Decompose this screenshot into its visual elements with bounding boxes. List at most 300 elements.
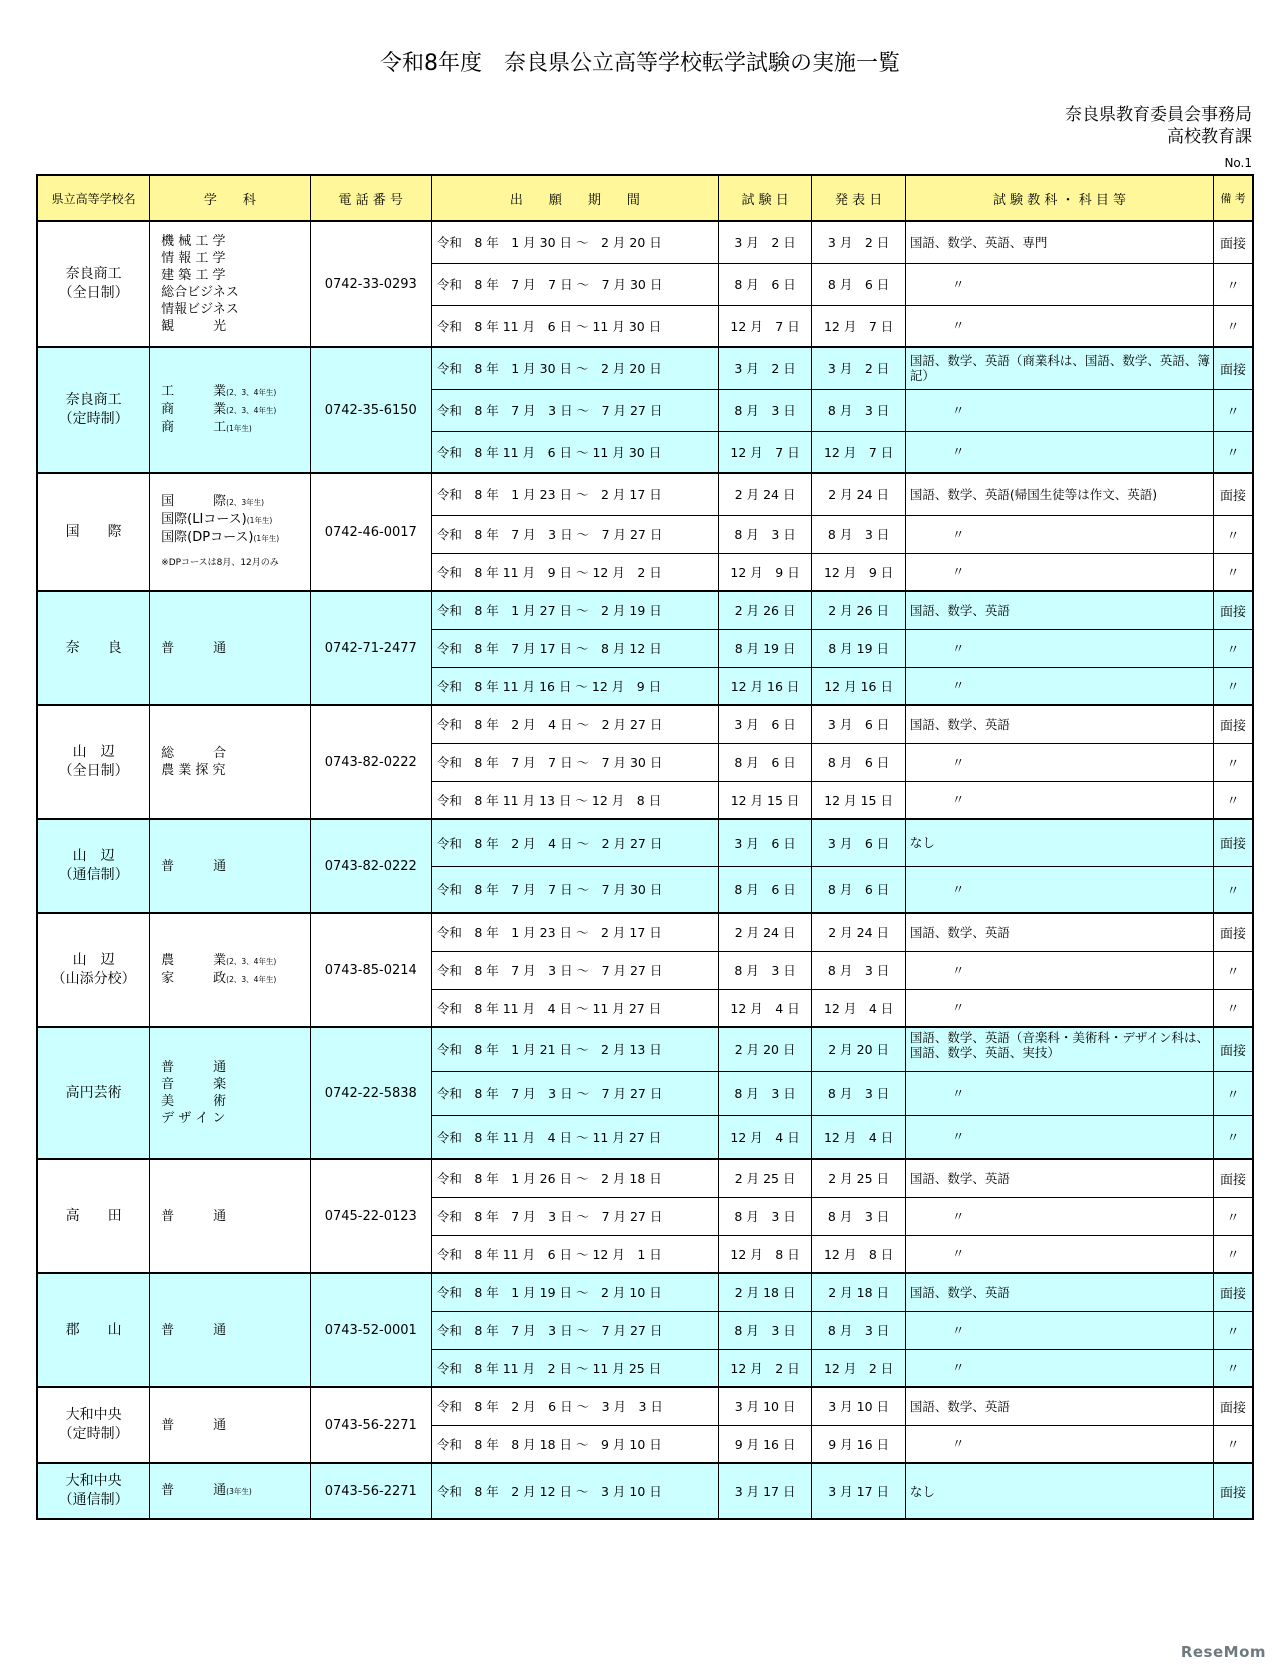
exam-subjects: 〃 <box>905 1235 1213 1273</box>
exam-date: 9 月 16 日 <box>718 1425 812 1463</box>
department-line <box>161 233 310 250</box>
note: 〃 <box>1214 989 1253 1027</box>
department-name: 総合ビジネス <box>161 285 239 300</box>
application-period: 令和 8 年 1 月 23 日 ～ 2 月 17 日 <box>431 913 718 951</box>
department-line <box>161 640 310 657</box>
announce-date: 8 月 3 日 <box>812 951 906 989</box>
note: 〃 <box>1214 951 1253 989</box>
application-period: 令和 8 年 11 月 9 日 ～ 12 月 2 日 <box>431 553 718 591</box>
note: 〃 <box>1214 263 1253 305</box>
note: 面接 <box>1214 347 1253 389</box>
department-line <box>161 250 310 267</box>
announce-date: 2 月 24 日 <box>812 473 906 515</box>
department <box>150 221 311 347</box>
school-name-line: （通信制） <box>58 1492 129 1508</box>
department-line <box>161 529 310 547</box>
school-name <box>37 819 150 913</box>
application-period: 令和 8 年 1 月 23 日 ～ 2 月 17 日 <box>431 473 718 515</box>
header-note: 備 考 <box>1214 175 1253 221</box>
table-row <box>37 705 1253 743</box>
note: 面接 <box>1214 1463 1253 1519</box>
exam-date: 3 月 6 日 <box>718 705 812 743</box>
page-number: No.1 <box>1224 156 1252 170</box>
announce-date: 8 月 3 日 <box>812 1311 906 1349</box>
department-name: 国際(DPコース) <box>161 529 254 545</box>
application-period: 令和 8 年 2 月 6 日 ～ 3 月 3 日 <box>431 1387 718 1425</box>
department-grade: (2、3、4年生) <box>226 957 277 966</box>
exam-date: 2 月 26 日 <box>718 591 812 629</box>
school-name <box>37 913 150 1027</box>
note: 〃 <box>1214 1235 1253 1273</box>
note: 〃 <box>1214 1311 1253 1349</box>
exam-date: 2 月 24 日 <box>718 913 812 951</box>
announce-date: 3 月 2 日 <box>812 347 906 389</box>
note: 面接 <box>1214 591 1253 629</box>
application-period: 令和 8 年 1 月 27 日 ～ 2 月 19 日 <box>431 591 718 629</box>
school-name-line: 奈 良 <box>65 639 122 656</box>
announce-date: 12 月 9 日 <box>812 553 906 591</box>
application-period: 令和 8 年 1 月 26 日 ～ 2 月 18 日 <box>431 1159 718 1197</box>
note: 〃 <box>1214 629 1253 667</box>
note: 〃 <box>1214 305 1253 347</box>
school-name-line: 大和中央 <box>65 1407 122 1423</box>
department-name: デ ザ イ ン <box>161 1111 226 1126</box>
exam-date: 3 月 17 日 <box>718 1463 812 1519</box>
exam-subjects: 〃 <box>905 1071 1213 1115</box>
school-name <box>37 1159 150 1273</box>
exam-date: 3 月 2 日 <box>718 347 812 389</box>
department-line <box>161 1076 310 1093</box>
announce-date: 9 月 16 日 <box>812 1425 906 1463</box>
department-name: 農 業 <box>161 953 227 968</box>
department-line <box>161 1417 310 1434</box>
department-line <box>161 401 310 419</box>
exam-subjects: 国語、数学、英語（音楽科・美術科・デザイン科は、国語、数学、英語、実技） <box>905 1027 1213 1071</box>
application-period: 令和 8 年 7 月 3 日 ～ 7 月 27 日 <box>431 515 718 553</box>
exam-date: 3 月 6 日 <box>718 819 812 866</box>
school-name-line: 国 際 <box>65 523 122 540</box>
department-line <box>161 745 310 762</box>
application-period: 令和 8 年 1 月 19 日 ～ 2 月 10 日 <box>431 1273 718 1311</box>
note: 〃 <box>1214 1197 1253 1235</box>
department-line <box>161 952 310 970</box>
announce-date: 3 月 6 日 <box>812 705 906 743</box>
exam-date: 2 月 20 日 <box>718 1027 812 1071</box>
note: 〃 <box>1214 553 1253 591</box>
department <box>150 913 311 1027</box>
department-name: 建 築 工 学 <box>161 268 226 283</box>
exam-subjects: 国語、数学、英語 <box>905 591 1213 629</box>
announce-date: 2 月 18 日 <box>812 1273 906 1311</box>
exam-subjects: 国語、数学、英語 <box>905 1387 1213 1425</box>
department-name: 情 報 工 学 <box>161 251 226 266</box>
table-row <box>37 913 1253 951</box>
application-period: 令和 8 年 1 月 30 日 ～ 2 月 20 日 <box>431 221 718 263</box>
application-period: 令和 8 年 2 月 12 日 ～ 3 月 10 日 <box>431 1463 718 1519</box>
school-name-line: （全日制） <box>58 763 129 779</box>
application-period: 令和 8 年 7 月 3 日 ～ 7 月 27 日 <box>431 1071 718 1115</box>
exam-subjects: 国語、数学、英語 <box>905 705 1213 743</box>
department-name: 普 通 <box>161 1060 227 1075</box>
exam-date: 2 月 18 日 <box>718 1273 812 1311</box>
department-name: 普 通 <box>161 1208 227 1224</box>
department-line <box>161 1110 310 1127</box>
note: 〃 <box>1214 1349 1253 1387</box>
department <box>150 1159 311 1273</box>
department-line <box>161 1482 310 1500</box>
department-name: 美 術 <box>161 1094 227 1109</box>
phone-number: 0742-46-0017 <box>310 473 431 591</box>
department-grade: (2、3、4年生) <box>226 975 277 984</box>
department-name: 国際(LIコース) <box>161 511 247 527</box>
department-line <box>161 383 310 401</box>
note: 面接 <box>1214 1387 1253 1425</box>
department-name: 普 通 <box>161 858 227 874</box>
exam-subjects: 〃 <box>905 1425 1213 1463</box>
department-name: 普 通 <box>161 1483 227 1498</box>
note: 〃 <box>1214 743 1253 781</box>
school-name-line: 山 辺 <box>72 952 115 968</box>
phone-number: 0743-52-0001 <box>310 1273 431 1387</box>
department-note: ※DPコースは8月、12月のみ <box>161 557 279 568</box>
department-name: 普 通 <box>161 640 227 656</box>
announce-date: 12 月 16 日 <box>812 667 906 705</box>
note: 〃 <box>1214 515 1253 553</box>
note: 〃 <box>1214 667 1253 705</box>
exam-subjects: 〃 <box>905 263 1213 305</box>
department-name: 情報ビジネス <box>161 302 239 317</box>
application-period: 令和 8 年 7 月 3 日 ～ 7 月 27 日 <box>431 1311 718 1349</box>
note: 〃 <box>1214 866 1253 913</box>
table-row <box>37 347 1253 389</box>
application-period: 令和 8 年 7 月 3 日 ～ 7 月 27 日 <box>431 389 718 431</box>
department-line <box>161 318 310 335</box>
department-line <box>161 1059 310 1076</box>
table-row <box>37 591 1253 629</box>
exam-date: 3 月 2 日 <box>718 221 812 263</box>
phone-number: 0742-71-2477 <box>310 591 431 705</box>
department <box>150 1273 311 1387</box>
note: 〃 <box>1214 431 1253 473</box>
exam-subjects: 〃 <box>905 1349 1213 1387</box>
announce-date: 8 月 3 日 <box>812 515 906 553</box>
header-dept: 学 科 <box>150 175 311 221</box>
school-name <box>37 1463 150 1519</box>
school-name-line: 山 辺 <box>72 744 115 760</box>
department-grade: (1年生) <box>246 515 273 525</box>
exam-date: 12 月 7 日 <box>718 431 812 473</box>
page-title: 令和8年度 奈良県公立高等学校転学試験の実施一覧 <box>380 51 900 76</box>
table-row <box>37 819 1253 866</box>
exam-subjects: 国語、数学、英語、専門 <box>905 221 1213 263</box>
announce-date: 12 月 8 日 <box>812 1235 906 1273</box>
department-grade: (1年生) <box>253 533 280 543</box>
department-name: 商 業 <box>161 402 227 417</box>
department-line <box>161 1322 310 1339</box>
department-line <box>161 493 310 511</box>
announce-date: 12 月 15 日 <box>812 781 906 819</box>
note: 面接 <box>1214 221 1253 263</box>
application-period: 令和 8 年 1 月 30 日 ～ 2 月 20 日 <box>431 347 718 389</box>
announce-date: 12 月 4 日 <box>812 989 906 1027</box>
exam-subjects: 国語、数学、英語（商業科は、国語、数学、英語、簿記） <box>905 347 1213 389</box>
note: 〃 <box>1214 389 1253 431</box>
phone-number: 0743-82-0222 <box>310 705 431 819</box>
exam-date: 12 月 4 日 <box>718 1115 812 1159</box>
exam-subjects: 〃 <box>905 951 1213 989</box>
department-name: 観 光 <box>161 319 227 334</box>
table-row <box>37 1273 1253 1311</box>
department <box>150 819 311 913</box>
application-period: 令和 8 年 11 月 16 日 ～ 12 月 9 日 <box>431 667 718 705</box>
department-line <box>161 970 310 988</box>
department <box>150 473 311 591</box>
department-name: 普 通 <box>161 1417 227 1433</box>
note: 面接 <box>1214 1273 1253 1311</box>
table-row <box>37 1027 1253 1071</box>
exam-subjects: 〃 <box>905 866 1213 913</box>
department-line <box>161 419 310 437</box>
header-row <box>37 175 1253 221</box>
exam-date: 8 月 6 日 <box>718 743 812 781</box>
school-name-line: （定時制） <box>58 1426 129 1442</box>
exam-subjects: 国語、数学、英語 <box>905 1159 1213 1197</box>
announce-date: 2 月 26 日 <box>812 591 906 629</box>
department-name: 音 楽 <box>161 1077 227 1092</box>
note: 〃 <box>1214 1071 1253 1115</box>
exam-date: 3 月 10 日 <box>718 1387 812 1425</box>
note: 面接 <box>1214 1027 1253 1071</box>
application-period: 令和 8 年 2 月 4 日 ～ 2 月 27 日 <box>431 705 718 743</box>
exam-subjects: 〃 <box>905 305 1213 347</box>
announce-date: 12 月 7 日 <box>812 305 906 347</box>
table-body <box>37 221 1253 1519</box>
exam-subjects: 〃 <box>905 781 1213 819</box>
header-announce-date: 発 表 日 <box>812 175 906 221</box>
announce-date: 3 月 2 日 <box>812 221 906 263</box>
department <box>150 1463 311 1519</box>
school-name-line: （通信制） <box>58 867 129 883</box>
department-name: 商 工 <box>161 420 227 435</box>
application-period: 令和 8 年 7 月 7 日 ～ 7 月 30 日 <box>431 743 718 781</box>
announce-date: 2 月 24 日 <box>812 913 906 951</box>
application-period: 令和 8 年 11 月 4 日 ～ 11 月 27 日 <box>431 1115 718 1159</box>
school-name <box>37 1387 150 1463</box>
note: 面接 <box>1214 705 1253 743</box>
header-tel: 電 話 番 号 <box>310 175 431 221</box>
department-name: 総 合 <box>161 746 227 761</box>
department <box>150 591 311 705</box>
issuer-line-2: 高校教育課 <box>1167 127 1252 147</box>
announce-date: 3 月 17 日 <box>812 1463 906 1519</box>
announce-date: 2 月 25 日 <box>812 1159 906 1197</box>
announce-date: 3 月 6 日 <box>812 819 906 866</box>
application-period: 令和 8 年 2 月 4 日 ～ 2 月 27 日 <box>431 819 718 866</box>
application-period: 令和 8 年 7 月 17 日 ～ 8 月 12 日 <box>431 629 718 667</box>
exam-date: 8 月 3 日 <box>718 1197 812 1235</box>
exam-subjects: なし <box>905 1463 1213 1519</box>
school-name-line: 奈良商工 <box>65 266 122 282</box>
exam-date: 8 月 3 日 <box>718 389 812 431</box>
table-row <box>37 1159 1253 1197</box>
exam-subjects: 〃 <box>905 629 1213 667</box>
note: 面接 <box>1214 473 1253 515</box>
school-name-line: 郡 山 <box>65 1321 122 1338</box>
department-line <box>161 284 310 301</box>
announce-date: 12 月 7 日 <box>812 431 906 473</box>
announce-date: 12 月 4 日 <box>812 1115 906 1159</box>
department-line <box>161 301 310 318</box>
school-name <box>37 221 150 347</box>
issuer-line-1: 奈良県教育委員会事務局 <box>1065 105 1252 125</box>
phone-number: 0743-56-2271 <box>310 1463 431 1519</box>
header-subjects: 試 験 教 科 ・ 科 目 等 <box>905 175 1213 221</box>
school-name-line: 大和中央 <box>65 1473 122 1489</box>
table-row <box>37 221 1253 263</box>
application-period: 令和 8 年 1 月 21 日 ～ 2 月 13 日 <box>431 1027 718 1071</box>
exam-subjects: 国語、数学、英語 <box>905 913 1213 951</box>
exam-date: 8 月 3 日 <box>718 1071 812 1115</box>
exam-date: 12 月 16 日 <box>718 667 812 705</box>
application-period: 令和 8 年 11 月 6 日 ～ 12 月 1 日 <box>431 1235 718 1273</box>
exam-subjects: 〃 <box>905 1197 1213 1235</box>
issuer <box>1065 104 1252 148</box>
exam-date: 12 月 2 日 <box>718 1349 812 1387</box>
department-grade: (2、3、4年生) <box>226 388 277 397</box>
department <box>150 1387 311 1463</box>
school-name <box>37 591 150 705</box>
department-name: 工 業 <box>161 384 227 399</box>
announce-date: 3 月 10 日 <box>812 1387 906 1425</box>
exam-date: 8 月 19 日 <box>718 629 812 667</box>
school-name-line: （山添分校） <box>51 971 136 987</box>
phone-number: 0743-82-0222 <box>310 819 431 913</box>
department-name: 機 械 工 学 <box>161 234 226 249</box>
announce-date: 8 月 19 日 <box>812 629 906 667</box>
department-line <box>161 762 310 779</box>
exam-date: 12 月 4 日 <box>718 989 812 1027</box>
application-period: 令和 8 年 11 月 2 日 ～ 11 月 25 日 <box>431 1349 718 1387</box>
exam-date: 8 月 3 日 <box>718 1311 812 1349</box>
announce-date: 8 月 3 日 <box>812 1197 906 1235</box>
department-line <box>161 267 310 284</box>
announce-date: 12 月 2 日 <box>812 1349 906 1387</box>
school-name <box>37 347 150 473</box>
exam-date: 12 月 9 日 <box>718 553 812 591</box>
announce-date: 8 月 6 日 <box>812 866 906 913</box>
department-line <box>161 511 310 529</box>
announce-date: 8 月 3 日 <box>812 389 906 431</box>
exam-subjects: 〃 <box>905 1311 1213 1349</box>
exam-date: 12 月 8 日 <box>718 1235 812 1273</box>
table-row <box>37 473 1253 515</box>
application-period: 令和 8 年 11 月 6 日 ～ 11 月 30 日 <box>431 431 718 473</box>
note: 面接 <box>1214 913 1253 951</box>
school-name <box>37 1273 150 1387</box>
exam-subjects: 〃 <box>905 515 1213 553</box>
school-name-line: 奈良商工 <box>65 392 122 408</box>
department-name: 家 政 <box>161 971 227 986</box>
department-line <box>161 858 310 875</box>
department-line <box>161 1208 310 1225</box>
note: 〃 <box>1214 781 1253 819</box>
exam-date: 8 月 3 日 <box>718 951 812 989</box>
note: 面接 <box>1214 819 1253 866</box>
application-period: 令和 8 年 7 月 3 日 ～ 7 月 27 日 <box>431 1197 718 1235</box>
school-name-line: 山 辺 <box>72 848 115 864</box>
application-period: 令和 8 年 7 月 7 日 ～ 7 月 30 日 <box>431 263 718 305</box>
exam-date: 8 月 6 日 <box>718 263 812 305</box>
school-name-line: 高円芸術 <box>65 1084 122 1101</box>
application-period: 令和 8 年 11 月 6 日 ～ 11 月 30 日 <box>431 305 718 347</box>
application-period: 令和 8 年 11 月 13 日 ～ 12 月 8 日 <box>431 781 718 819</box>
department-name: 普 通 <box>161 1322 227 1338</box>
department-grade: (1年生) <box>226 424 252 433</box>
school-name <box>37 1027 150 1159</box>
department <box>150 1027 311 1159</box>
application-period: 令和 8 年 7 月 7 日 ～ 7 月 30 日 <box>431 866 718 913</box>
table-row <box>37 1463 1253 1519</box>
phone-number: 0742-22-5838 <box>310 1027 431 1159</box>
announce-date: 8 月 3 日 <box>812 1071 906 1115</box>
announce-date: 8 月 6 日 <box>812 263 906 305</box>
application-period: 令和 8 年 11 月 4 日 ～ 11 月 27 日 <box>431 989 718 1027</box>
resemom-logo: ReseMom <box>1180 1643 1266 1661</box>
application-period: 令和 8 年 7 月 3 日 ～ 7 月 27 日 <box>431 951 718 989</box>
note: 面接 <box>1214 1159 1253 1197</box>
phone-number: 0743-85-0214 <box>310 913 431 1027</box>
header-exam-date: 試 験 日 <box>718 175 812 221</box>
note: 〃 <box>1214 1115 1253 1159</box>
department-grade: (3年生) <box>226 1487 252 1496</box>
phone-number: 0742-35-6150 <box>310 347 431 473</box>
exam-subjects: 〃 <box>905 389 1213 431</box>
announce-date: 8 月 6 日 <box>812 743 906 781</box>
department-name: 農 業 探 究 <box>161 763 226 778</box>
exam-subjects: 〃 <box>905 1115 1213 1159</box>
exam-subjects: 国語、数学、英語(帰国生徒等は作文、英語) <box>905 473 1213 515</box>
phone-number: 0743-56-2271 <box>310 1387 431 1463</box>
department <box>150 347 311 473</box>
school-name-line: （定時制） <box>58 411 129 427</box>
exam-date: 12 月 7 日 <box>718 305 812 347</box>
table-row <box>37 1387 1253 1425</box>
exam-date: 2 月 25 日 <box>718 1159 812 1197</box>
announce-date: 2 月 20 日 <box>812 1027 906 1071</box>
exam-subjects: 〃 <box>905 743 1213 781</box>
application-period: 令和 8 年 8 月 18 日 ～ 9 月 10 日 <box>431 1425 718 1463</box>
department-grade: (2、3年生) <box>226 497 265 507</box>
header-school: 県立高等学校名 <box>37 175 150 221</box>
school-name <box>37 473 150 591</box>
department <box>150 705 311 819</box>
phone-number: 0742-33-0293 <box>310 221 431 347</box>
exam-subjects: 〃 <box>905 667 1213 705</box>
exam-subjects: 〃 <box>905 431 1213 473</box>
note: 〃 <box>1214 1425 1253 1463</box>
exam-subjects: 国語、数学、英語 <box>905 1273 1213 1311</box>
exam-subjects: なし <box>905 819 1213 866</box>
department-grade: (2、3、4年生) <box>226 406 277 415</box>
header-period: 出 願 期 間 <box>431 175 718 221</box>
exam-table <box>36 174 1254 1520</box>
school-name-line: 高 田 <box>65 1207 122 1224</box>
exam-subjects: 〃 <box>905 553 1213 591</box>
exam-date: 12 月 15 日 <box>718 781 812 819</box>
school-name-line: （全日制） <box>58 285 129 301</box>
department-line <box>161 1093 310 1110</box>
exam-date: 8 月 6 日 <box>718 866 812 913</box>
